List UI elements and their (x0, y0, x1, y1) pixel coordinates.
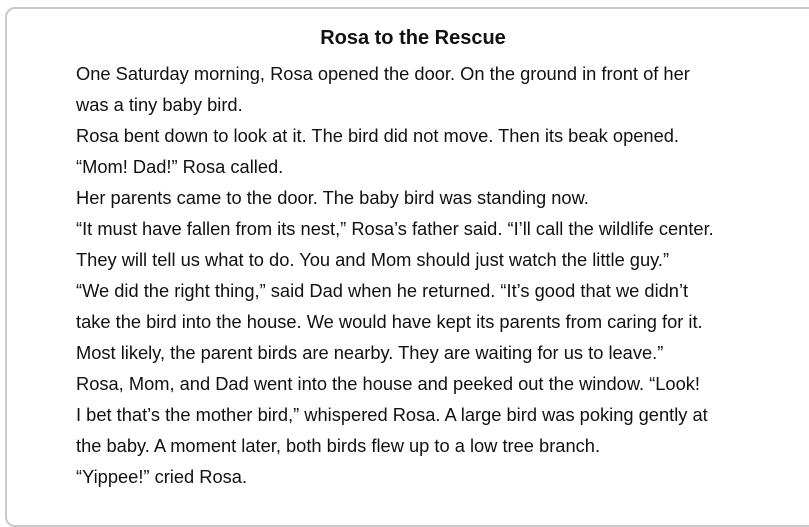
text-line: They will tell us what to do. You and Mom should just watch the little guy.” (76, 249, 670, 270)
paragraph (46, 275, 809, 368)
paragraph (46, 213, 809, 275)
story-body (46, 58, 809, 492)
text-line: “Mom! Dad!” Rosa called. (76, 156, 284, 177)
story-title: Rosa to the Rescue (320, 27, 506, 49)
text-line: was a tiny baby bird. (76, 94, 243, 115)
text-line: One Saturday morning, Rosa opened the door. On the ground in front of her (76, 63, 690, 84)
text-line: “It must have fallen from its nest,” Rosa’s father said. “I’ll call the wildlife center. (76, 218, 714, 239)
text-line: Rosa, Mom, and Dad went into the house and peeked out the window. “Look! (76, 373, 700, 394)
text-line: Her parents came to the door. The baby bird was standing now. (76, 187, 589, 208)
paragraph (46, 58, 809, 120)
text-line: the baby. A moment later, both birds flew up to a low tree branch. (76, 435, 601, 456)
paragraph (46, 182, 809, 213)
text-line: Rosa bent down to look at it. The bird did not move. Then its beak opened. (76, 125, 679, 146)
paragraph (46, 120, 809, 151)
paragraph (46, 368, 809, 461)
paragraph (46, 151, 809, 182)
text-line: take the bird into the house. We would have kept its parents from caring for it. (76, 311, 703, 332)
paragraph (46, 461, 809, 492)
text-line: I bet that’s the mother bird,” whispered Rosa. A large bird was poking gently at (76, 404, 708, 425)
text-line: Most likely, the parent birds are nearby. They are waiting for us to leave.” (76, 342, 664, 363)
text-line: “We did the right thing,” said Dad when he returned. “It’s good that we didn’t (76, 280, 689, 301)
text-line: “Yippee!” cried Rosa. (76, 466, 248, 487)
